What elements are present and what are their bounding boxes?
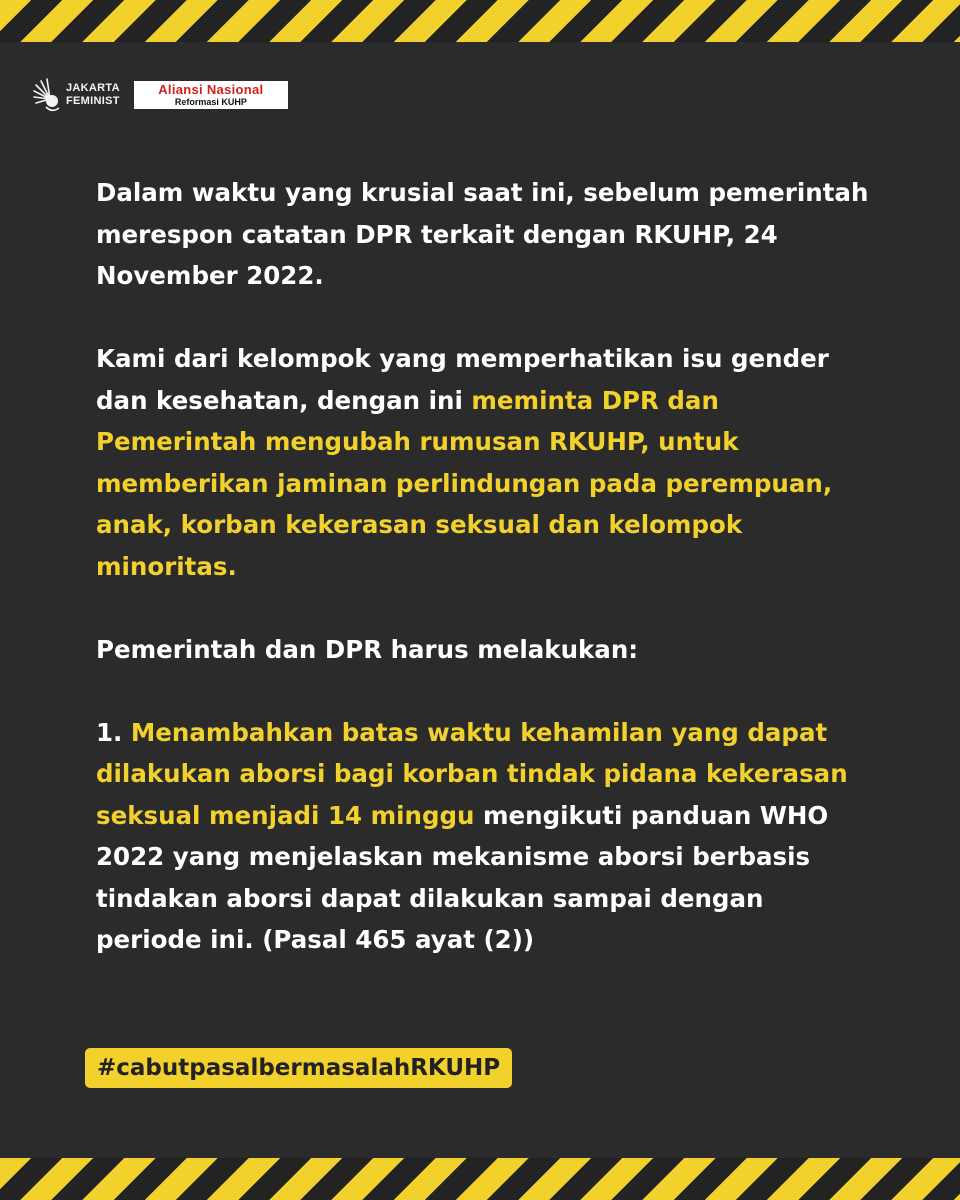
list-item-highlight: Menambahkan batas waktu kehamilan yang dapat dilakukan aborsi bagi korban tindak pidana kekerasan seksual menjadi 14 minggu [96, 717, 848, 830]
hazard-stripe-bottom [0, 1158, 960, 1200]
demand-intro: Kami dari kelompok yang memperhatikan isu gender dan kesehatan, dengan ini [96, 344, 829, 415]
jf-line2: FEMINIST [66, 95, 120, 107]
hashtag-badge: #cabutpasalbermasalahRKUHP [85, 1048, 512, 1088]
logo-bar [32, 75, 288, 115]
jakarta-feminist-wordmark [66, 82, 120, 108]
demand-highlight: meminta DPR dan Pemerintah mengubah rumusan RKUHP, untuk memberikan jaminan perlindungan pada perempuan, anak, korban kekerasan seksual dan kelompok minoritas. [96, 385, 833, 581]
aliansi-line1: Aliansi Nasional [158, 82, 264, 97]
paragraph-context: Dalam waktu yang krusial saat ini, sebelum pemerintah merespon catatan DPR terkait dengan RKUHP, 24 November 2022. [96, 178, 869, 290]
jakarta-feminist-logo [32, 77, 120, 113]
aliansi-line2: Reformasi KUHP [174, 97, 247, 107]
aliansi-nasional-logo [134, 81, 288, 109]
hand-fan-logo-icon [32, 77, 62, 113]
list-item-number: 1. [96, 717, 131, 747]
paragraph-list-heading: Pemerintah dan DPR harus melakukan: [96, 634, 639, 664]
list-item-1 [96, 712, 876, 961]
statement-body [96, 172, 876, 961]
list-item-rest: mengikuti panduan WHO 2022 yang menjelaskan mekanisme aborsi berbasis tindakan aborsi dapat dilakukan sampai dengan periode ini. (Pasal 465 ayat (2)) [96, 800, 829, 954]
hazard-stripe-top [0, 0, 960, 42]
paragraph-demand [96, 338, 876, 587]
jf-line1: JAKARTA [66, 82, 120, 94]
